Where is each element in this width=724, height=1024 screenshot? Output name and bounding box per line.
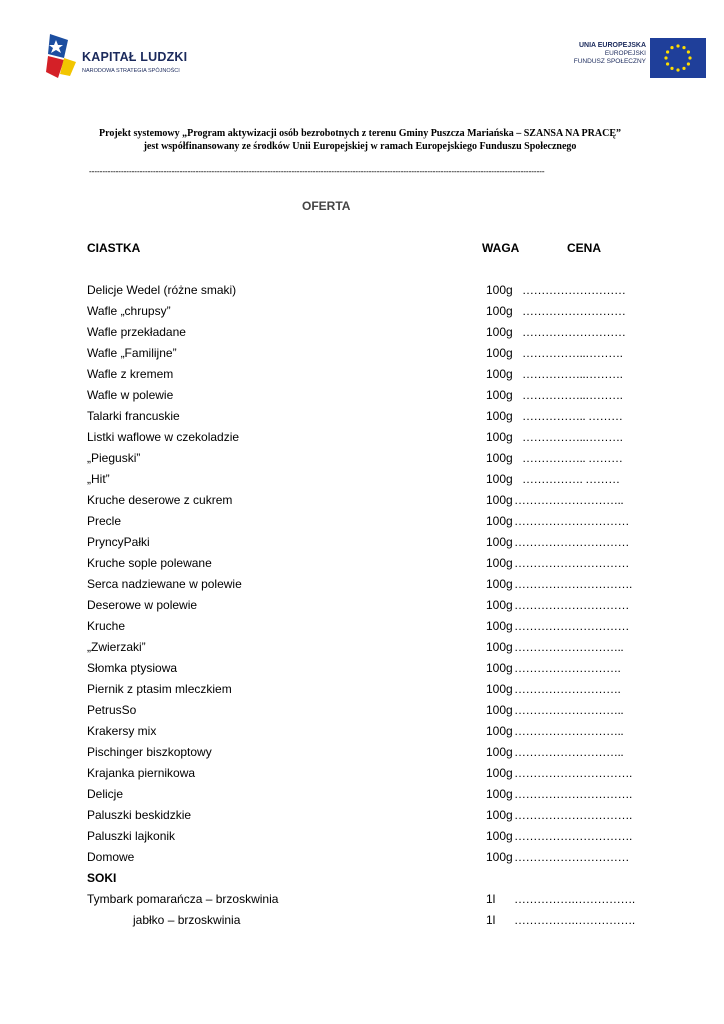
separator-line: --------------------------------------------------------------------------------------------------------------------------------------------------------------------------- bbox=[89, 167, 545, 176]
item-name: Wafle z kremem bbox=[87, 367, 174, 381]
item-price-blank: ………………………… bbox=[514, 598, 629, 612]
table-row bbox=[0, 616, 724, 636]
item-weight: 100g bbox=[486, 451, 513, 465]
item-weight: 100g bbox=[486, 703, 513, 717]
item-name: Wafle przekładane bbox=[87, 325, 186, 339]
eu-logo bbox=[558, 34, 706, 80]
item-price-blank: …………….……………. bbox=[514, 913, 635, 927]
item-weight: 100g bbox=[486, 430, 513, 444]
eu-flag-icon bbox=[650, 38, 706, 78]
table-row bbox=[0, 679, 724, 699]
kapital-ludzki-title: KAPITAŁ LUDZKI bbox=[82, 50, 188, 64]
table-row bbox=[0, 448, 724, 468]
item-price-blank: ……………..………. bbox=[522, 388, 623, 402]
item-weight: 100g bbox=[486, 766, 513, 780]
table-row bbox=[0, 490, 724, 510]
item-price-blank: ……………………….. bbox=[514, 745, 624, 759]
item-weight: 100g bbox=[486, 325, 513, 339]
item-price-blank: ……………. ……… bbox=[522, 472, 620, 486]
item-weight: 100g bbox=[486, 472, 513, 486]
item-price-blank: ……………………… bbox=[522, 304, 626, 318]
item-name: Delicje bbox=[87, 787, 124, 801]
table-row bbox=[0, 406, 724, 426]
section-header-soki bbox=[0, 868, 724, 888]
table-row bbox=[0, 658, 724, 678]
item-weight: 100g bbox=[486, 388, 513, 402]
item-name: Pischinger biszkoptowy bbox=[87, 745, 212, 759]
offer-title: OFERTA bbox=[302, 199, 351, 213]
item-name: Kruche sople polewane bbox=[87, 556, 212, 570]
item-weight: 100g bbox=[486, 850, 513, 864]
table-row bbox=[0, 889, 724, 909]
item-name: PryncyPałki bbox=[87, 535, 150, 549]
item-name: Kruche deserowe z cukrem bbox=[87, 493, 233, 507]
item-price-blank: …………………………. bbox=[514, 829, 632, 843]
item-weight: 100g bbox=[486, 304, 513, 318]
item-name: Delicje Wedel (różne smaki) bbox=[87, 283, 237, 297]
item-price-blank: …………….. ……… bbox=[522, 451, 623, 465]
item-name: Listki waflowe w czekoladzie bbox=[87, 430, 240, 444]
item-weight: 100g bbox=[486, 493, 513, 507]
table-row bbox=[0, 784, 724, 804]
kapital-ludzki-emblem-icon bbox=[44, 32, 80, 80]
table-row bbox=[0, 343, 724, 363]
kapital-ludzki-logo bbox=[44, 32, 204, 92]
project-line2: jest współfinansowany ze środków Unii Europejskiej w ramach Europejskiego Funduszu Społecznego bbox=[143, 141, 577, 152]
item-name: „Pieguski” bbox=[87, 451, 141, 465]
item-weight: 100g bbox=[486, 577, 513, 591]
item-price-blank: …………………………. bbox=[514, 787, 632, 801]
item-weight: 100g bbox=[486, 661, 513, 675]
item-price-blank: ……………………….. bbox=[514, 724, 624, 738]
table-row bbox=[0, 301, 724, 321]
item-name: Słomka ptysiowa bbox=[87, 661, 178, 675]
item-name: Wafle w polewie bbox=[87, 388, 174, 402]
item-weight: 100g bbox=[486, 535, 513, 549]
section-label: SOKI bbox=[87, 871, 117, 885]
item-price-blank: ………………………… bbox=[514, 619, 629, 633]
item-name: Wafle „chrupsy” bbox=[87, 304, 171, 318]
table-row bbox=[0, 826, 724, 846]
item-name: Kruche bbox=[87, 619, 126, 633]
item-weight: 100g bbox=[486, 745, 513, 759]
project-line1: Projekt systemowy „Program aktywizacji osób bezrobotnych z terenu Gminy Puszcza Mariańska – SZANSA NA PRACĘ” bbox=[98, 128, 621, 139]
item-weight: 100g bbox=[486, 640, 513, 654]
table-row bbox=[0, 763, 724, 783]
table-row bbox=[0, 532, 724, 552]
item-name: jabłko – brzoskwinia bbox=[133, 913, 241, 927]
kapital-ludzki-subtitle: NARODOWA STRATEGIA SPÓJNOŚCI bbox=[82, 68, 180, 74]
item-name: „Zwierzaki” bbox=[87, 640, 146, 654]
table-row bbox=[0, 742, 724, 762]
eu-logo-line1: UNIA EUROPEJSKA bbox=[578, 42, 646, 49]
table-row bbox=[0, 847, 724, 867]
item-price-blank: ……………..………. bbox=[522, 430, 623, 444]
column-header-weight: WAGA bbox=[482, 241, 520, 255]
item-name: PetrusSo bbox=[87, 703, 137, 717]
table-row bbox=[0, 553, 724, 573]
item-weight: 100g bbox=[486, 787, 513, 801]
item-name: Serca nadziewane w polewie bbox=[87, 577, 242, 591]
item-name: Domowe bbox=[87, 850, 135, 864]
item-price-blank: ……………………… bbox=[522, 283, 626, 297]
item-name: Talarki francuskie bbox=[87, 409, 180, 423]
item-weight: 100g bbox=[486, 346, 513, 360]
item-name: Wafle „Familijne” bbox=[87, 346, 177, 360]
item-price-blank: ……………………….. bbox=[514, 703, 624, 717]
item-weight: 100g bbox=[486, 682, 513, 696]
table-row bbox=[0, 427, 724, 447]
item-weight: 1l bbox=[486, 913, 496, 927]
item-price-blank: ……………………… bbox=[522, 325, 626, 339]
column-header-name: CIASTKA bbox=[87, 241, 141, 255]
eu-logo-text bbox=[574, 41, 646, 66]
item-price-blank: ………………………… bbox=[514, 556, 629, 570]
item-weight: 100g bbox=[486, 409, 513, 423]
item-price-blank: …………………………. bbox=[514, 808, 632, 822]
item-price-blank: ………………………. bbox=[514, 661, 621, 675]
item-weight: 100g bbox=[486, 556, 513, 570]
table-row bbox=[0, 700, 724, 720]
item-price-blank: ………………………… bbox=[514, 514, 629, 528]
table-row bbox=[0, 637, 724, 657]
item-price-blank: …………….……………. bbox=[514, 892, 635, 906]
item-name: Paluszki beskidzkie bbox=[87, 808, 192, 822]
project-header bbox=[80, 127, 640, 153]
item-name: Tymbark pomarańcza – brzoskwinia bbox=[87, 892, 279, 906]
item-price-blank: ………………………… bbox=[514, 850, 629, 864]
item-name: Piernik z ptasim mleczkiem bbox=[87, 682, 232, 696]
table-row bbox=[0, 322, 724, 342]
item-price-blank: ……………………….. bbox=[514, 493, 624, 507]
item-price-blank: …………………………. bbox=[514, 766, 632, 780]
item-price-blank: ………………………. bbox=[514, 682, 621, 696]
table-row bbox=[0, 385, 724, 405]
table-row bbox=[0, 469, 724, 489]
table-row bbox=[0, 721, 724, 741]
item-price-blank: ……………..………. bbox=[522, 346, 623, 360]
item-price-blank: ………………………… bbox=[514, 535, 629, 549]
item-weight: 100g bbox=[486, 724, 513, 738]
item-name: Krajanka piernikowa bbox=[87, 766, 196, 780]
item-name: Deserowe w polewie bbox=[87, 598, 198, 612]
item-name: „Hit” bbox=[87, 472, 110, 486]
item-price-blank: …………….. ……… bbox=[522, 409, 623, 423]
item-price-blank: ……………..………. bbox=[522, 367, 623, 381]
item-weight: 100g bbox=[486, 514, 513, 528]
item-weight: 100g bbox=[486, 283, 513, 297]
item-weight: 100g bbox=[486, 829, 513, 843]
item-price-blank: …………………………. bbox=[514, 577, 632, 591]
item-weight: 1l bbox=[486, 892, 496, 906]
item-weight: 100g bbox=[486, 367, 513, 381]
table-row bbox=[0, 364, 724, 384]
table-row bbox=[0, 280, 724, 300]
column-header-price: CENA bbox=[567, 241, 602, 255]
item-name: Krakersy mix bbox=[87, 724, 157, 738]
item-name: Precle bbox=[87, 514, 122, 528]
item-price-blank: ……………………….. bbox=[514, 640, 624, 654]
table-row bbox=[0, 574, 724, 594]
item-weight: 100g bbox=[486, 598, 513, 612]
item-weight: 100g bbox=[486, 619, 513, 633]
table-row bbox=[0, 910, 724, 930]
table-row bbox=[0, 595, 724, 615]
eu-logo-line3: FUNDUSZ SPOŁECZNY bbox=[573, 58, 646, 65]
eu-logo-line2: EUROPEJSKI bbox=[604, 50, 646, 57]
item-name: Paluszki lajkonik bbox=[87, 829, 176, 843]
table-row bbox=[0, 511, 724, 531]
table-row bbox=[0, 805, 724, 825]
item-weight: 100g bbox=[486, 808, 513, 822]
